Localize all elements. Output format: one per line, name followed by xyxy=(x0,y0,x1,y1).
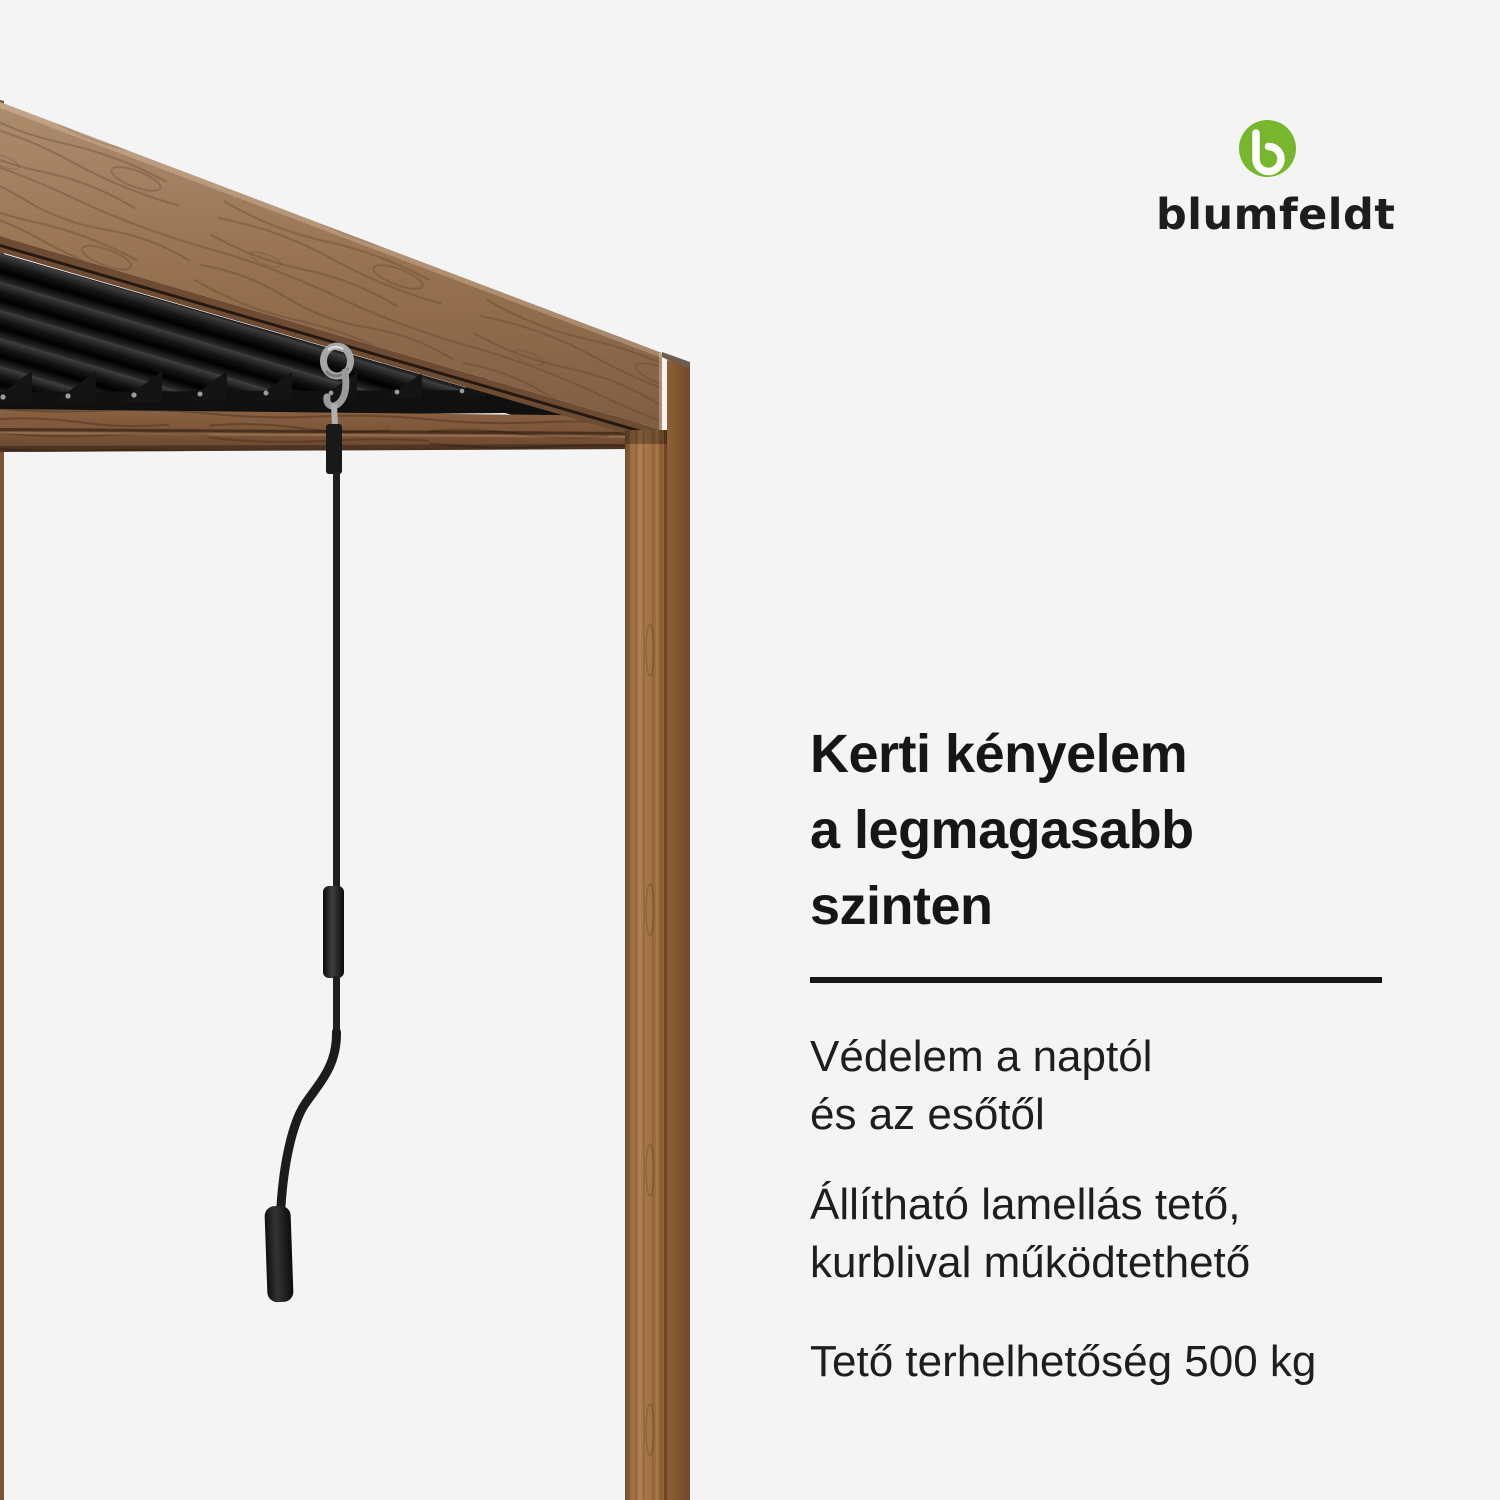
crank-handle xyxy=(264,346,350,1302)
feature-line: Állítható lamellás tető, xyxy=(810,1180,1241,1229)
crank-grip xyxy=(264,1206,293,1303)
heading-line-2: a legmagasabb xyxy=(810,800,1194,860)
feature-adjustable-louvers xyxy=(810,1176,1450,1292)
feature-roof-load xyxy=(810,1333,1450,1391)
crank-sleeve xyxy=(323,886,344,978)
feature-sun-rain-protection xyxy=(810,1028,1450,1144)
blumfeldt-logo-icon xyxy=(1238,119,1298,179)
heading-line-1: Kerti kényelem xyxy=(810,724,1188,784)
crank-rod-upper xyxy=(333,472,340,890)
feature-line: és az esőtől xyxy=(810,1090,1045,1139)
crank-bend xyxy=(281,1032,337,1206)
page-title xyxy=(810,716,1370,944)
crank-rod-mid xyxy=(333,976,340,1034)
corner-post xyxy=(625,360,690,1500)
feature-line: Tető terhelhetőség 500 kg xyxy=(810,1337,1317,1386)
feature-line: Védelem a naptól xyxy=(810,1032,1153,1081)
heading-line-3: szinten xyxy=(810,876,993,936)
heading-divider xyxy=(810,977,1382,983)
crank-connector xyxy=(326,424,342,474)
brand-wordmark: blumfeldt xyxy=(1156,190,1396,240)
feature-line: kurblival működtethető xyxy=(810,1238,1251,1287)
side-beam xyxy=(0,409,640,452)
